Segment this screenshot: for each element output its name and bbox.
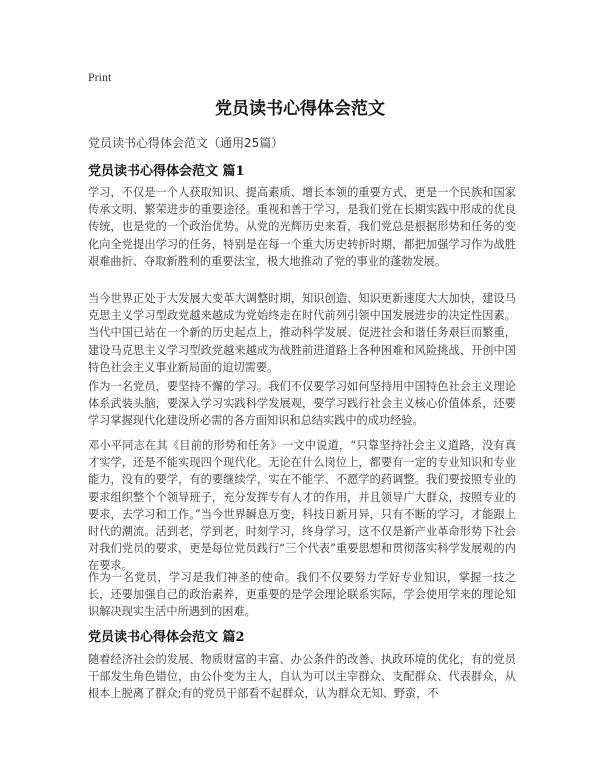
page-title: 党员读书心得体会范文 — [215, 99, 385, 119]
paragraph: 当今世界正处于大发展大变革大调整时期，知识创造、知识更新速度大大加快，建设马克思主义学习型政党越来越成为党始终走在时代前列引领中国发展进步的决定性因素。当代中国已站在一个新的历史起点上，推动科学发展、促进社会和谐任务艰巨而繁重，建设马克思主义学习型政党越来越成为战胜前进道路上各种困难和风险挑战、开创中国特色社会主义事业新局面的迫切需要。 — [88, 292, 516, 374]
paragraph: 学习，不仅是一个人获取知识、提高素质、增长本领的重要方式，更是一个民族和国家传承文明、繁荣进步的重要途径。重视和善于学习，是我们党在长期实践中形成的优良传统，也是党的一个政治优势。从党的光辉历史来看，我们党总是根据形势和任务的变化向全党提出学习的任务，特别是在每一个重大历史转折时期，都把加强学习作为战胜艰难曲折、夺取新胜利的重要法宝，极大地推动了党的事业的蓬勃发展。 — [88, 186, 516, 268]
paragraph: 作为一名党员，学习是我们神圣的使命。我们不仅要努力学好专业知识，掌握一技之长，还要加强自己的政治素养，更重要的是学会理论联系实际，学会使用学来的理论知识解决现实生活中所遇到的困难。 — [88, 571, 516, 619]
paragraph: 作为一名党员，要坚持不懈的学习。我们不仅要学习如何坚持用中国特色社会主义理论体系武装头脑，要深入学习实践科学发展观，要学习践行社会主义核心价值体系，还要学习掌握现代化建设所必需的各方面知识和总结实践中的成功经验。 — [88, 380, 516, 428]
section-heading-2: 党员读书心得体会范文 篇2 — [88, 630, 245, 645]
paragraph: 随着经济社会的发展、物质财富的丰富、办公条件的改善、执政环境的优化，有的党员干部发生角色错位，由公仆变为主人，自认为可以主宰群众、支配群众、代表群众，从根本上脱离了群众;有的党员干部看不起群众，认为群众无知、野蛮，不 — [88, 653, 516, 701]
print-label[interactable]: Print — [88, 70, 112, 84]
section-heading-1: 党员读书心得体会范文 篇1 — [88, 164, 245, 179]
paragraph: 邓小平同志在其《目前的形势和任务》一文中说道，“只靠坚持社会主义道路，没有真才实学，还是不能实现四个现代化。无论在什么岗位上，都要有一定的专业知识和专业能力，没有的要学，有的要继续学，实在不能学、不愿学的药调整。我们要按照专业的要求组织整个个领导班子，充分发挥专有人才的作用，并且领导广大群众，按照专业的要求，去学习和工作。”当今世界瞬息万变，科技日新月异，只有不断的学习，才能跟上时代的潮流。活到老，学到老，时刻学习，终身学习，这不仅是新产业革命形势下社会对我们党员的要求，更是每位党员践行“三个代表”重要思想和贯彻落实科学发展观的内在要求。 — [88, 439, 516, 573]
document-subtitle: 党员读书心得体会范文（通用25篇） — [88, 136, 284, 150]
